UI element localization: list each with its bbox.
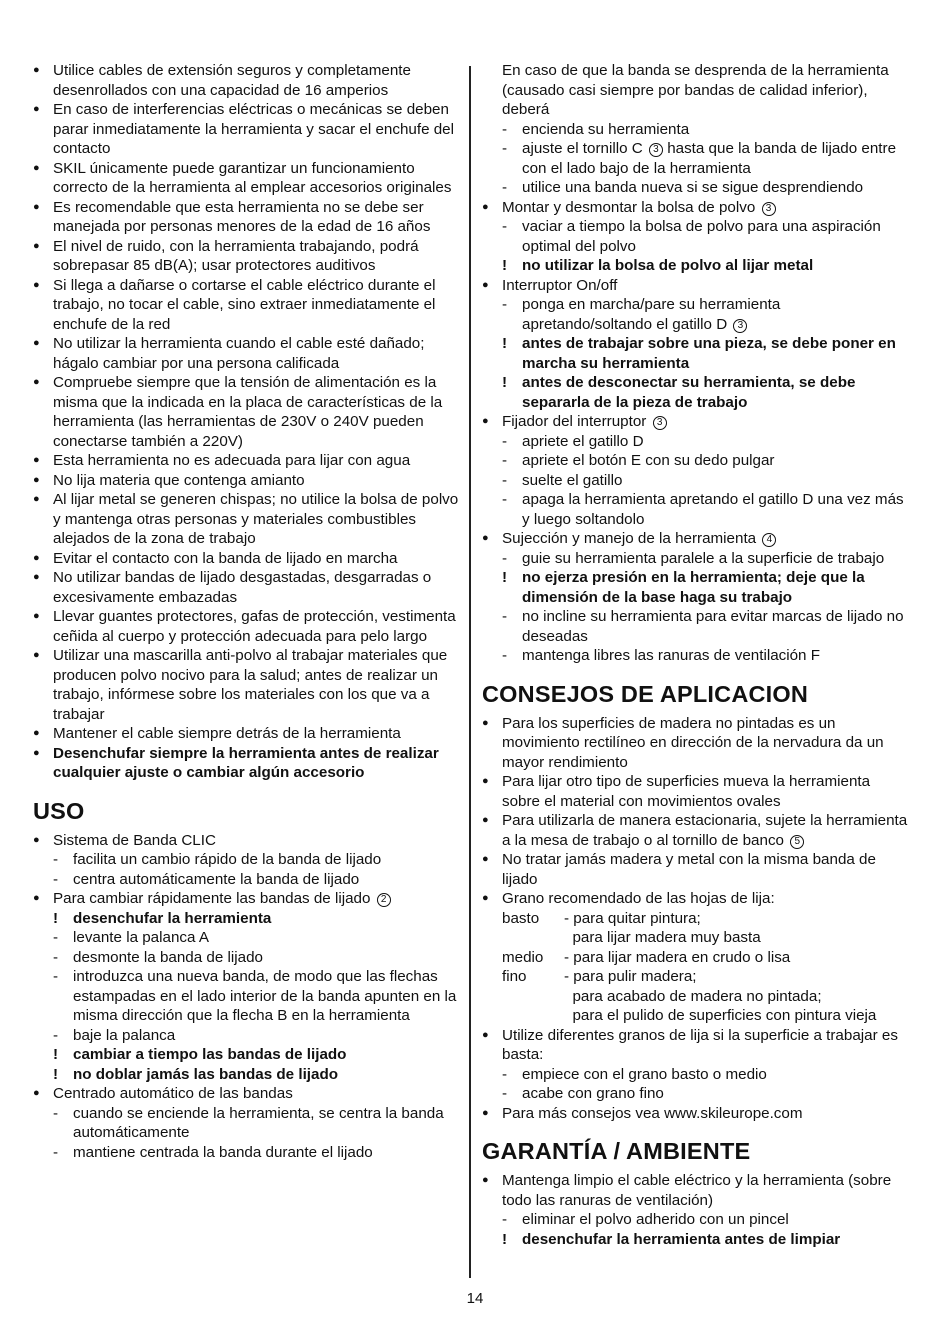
item-text: Sistema de Banda CLIC [53,831,216,849]
bullet-item [33,471,460,491]
item-text: Llevar guantes protectores, gafas de protección, vestimenta ceñida al cuerpo y protección adecuada para pelo largo [53,608,456,645]
dash-item [482,607,912,646]
bullet-icon [33,744,53,764]
bullet-icon [482,889,502,909]
bullet-item [33,334,460,373]
bullet-icon [482,1104,502,1124]
bullet-item [33,889,460,909]
bullet-item [33,568,460,607]
column-divider [469,66,471,1278]
dash-item [33,967,460,1026]
bullet-item [33,100,460,159]
dash-item [33,870,460,890]
page-number: 14 [466,1290,484,1307]
bullet-icon [33,889,53,909]
grano-description: para acabado de madera no pintada; [564,987,822,1005]
item-text: apaga la herramienta apretando el gatillo D una vez más y luego soltandolo [522,491,904,528]
grano-term [502,1006,564,1026]
item-text: Para más consejos vea www.skileurope.com [502,1104,803,1122]
item-text-wrap [73,948,460,968]
dash-marker: - [502,140,508,157]
dash-marker: - [502,1211,508,1228]
item-text: no ejerza presión en la herramienta; deje que la dimensión de la base haga su trabajo [522,569,865,606]
bullet-icon [33,471,53,491]
bullet-icon [482,1026,502,1046]
item-text-wrap [522,646,912,666]
grano-table [502,909,912,1026]
dash-marker: - [502,296,508,313]
bullet-icon [33,159,53,179]
warning-icon: ! [53,1046,59,1063]
dash-item [482,1210,912,1230]
bullet-icon [482,850,502,870]
item-text: antes de trabajar sobre una pieza, se debe poner en marcha su herramienta [522,335,896,372]
dash-item [482,1065,912,1085]
item-text: guie su herramienta paralele a la superficie de trabajo [522,549,885,567]
bullet-item [482,850,912,889]
item-text: facilita un cambio rápido de la banda de lijado [73,851,382,868]
item-text: mantenga libres las ranuras de ventilación F [522,647,821,664]
bullet-icon [482,811,502,831]
dash-marker: - [502,471,508,489]
bullet-item [33,607,460,646]
dash-marker: - [502,491,508,508]
item-text: Para utilizarla de manera estacionaria, sujete la herramienta a la mesa de trabajo o al tornillo de banco [502,812,908,849]
safety-list [33,61,460,783]
item-text: Utilize diferentes granos de lija si la superficie a trabajar es basta: [502,1026,898,1063]
item-text-wrap [73,870,460,890]
warning-item [33,909,460,929]
item-text: no utilizar la bolsa de polvo al lijar metal [522,257,814,274]
item-text-wrap [522,120,912,140]
bullet-item [33,724,460,744]
item-text-wrap [522,295,912,334]
dash-marker: - [502,218,508,235]
bullet-icon [482,772,502,792]
item-text-wrap [522,490,912,529]
dash-item [482,646,912,666]
bullet-icon [33,490,53,510]
item-text: En caso de que la banda se desprenda de la herramienta (causado casi siempre por bandas de calidad inferior), deberá [502,62,889,118]
bullet-item [33,646,460,724]
dash-marker: - [53,851,59,868]
item-text-wrap [53,471,460,491]
item-text-wrap [522,432,912,452]
bullet-item [482,412,912,432]
bullet-item [482,1026,912,1065]
warning-item [33,1065,460,1085]
bullet-icon [482,1171,502,1191]
bullet-item [482,811,912,850]
dash-marker: - [53,929,59,946]
grano-term [502,928,564,948]
item-text-after: hasta que la banda de lijado entre con el lado bajo de la herramienta [522,140,897,177]
dash-item [482,139,912,178]
dash-item [482,1084,912,1104]
item-text: Es recomendable que esta herramienta no se debe ser manejada por personas menores de la edad de 16 años [53,198,431,235]
bullet-item [33,237,460,276]
bullet-item [33,276,460,335]
item-text: Al lijar metal se generen chispas; no utilice la bolsa de polvo y mantenga otras personas y materiales combustibles alejados de la zona de trabajo [53,491,459,547]
item-text: eliminar el polvo adherido con un pincel [522,1211,789,1228]
warning-item [482,334,912,373]
dash-item [482,451,912,471]
bullet-item [33,373,460,451]
item-text-wrap [522,607,912,646]
dash-marker: - [502,1065,508,1083]
item-text: cuando se enciende la herramienta, se centra la banda automáticamente [73,1104,444,1141]
bullet-item [33,549,460,569]
item-text-wrap [53,831,460,851]
bullet-icon [482,529,502,549]
item-text-wrap [53,889,460,909]
garantia-list [482,1171,912,1249]
item-text: apriete el gatillo D [522,432,644,450]
warning-icon: ! [53,1065,59,1083]
dash-marker: - [502,647,508,664]
bullet-icon [33,724,53,744]
dash-item [33,948,460,968]
item-text: no incline su herramienta para evitar marcas de lijado no deseadas [522,608,904,645]
figure-ref-badge: 5 [790,835,804,849]
grano-term [502,987,564,1007]
warning-icon: ! [502,1230,508,1248]
item-text: Centrado automático de las bandas [53,1085,293,1102]
bullet-icon [33,198,53,218]
dash-marker: - [502,549,508,567]
warning-icon: ! [502,374,508,391]
item-text: Mantener el cable siempre detrás de la herramienta [53,725,401,742]
item-text-wrap [53,61,460,100]
item-text-wrap [73,1104,460,1143]
bullet-icon [33,276,53,296]
grano-term: basto [502,909,540,927]
dash-item [482,217,912,256]
item-text: baje la palanca [73,1026,176,1044]
warning-item [482,373,912,412]
item-text: No lija materia que contenga amianto [53,471,305,489]
item-text: desmonte la banda de lijado [73,948,263,966]
item-text: Esta herramienta no es adecuada para lijar con agua [53,452,411,469]
item-text: utilice una banda nueva si se sigue desprendiendo [522,179,864,196]
bullet-icon [33,646,53,666]
bullet-icon [33,237,53,257]
dash-item [482,295,912,334]
bullet-icon [33,334,53,354]
grano-term: fino [502,968,527,985]
dash-marker: - [502,432,508,450]
bullet-item [33,831,460,851]
item-text-wrap [502,811,912,850]
item-text: Para cambiar rápidamente las bandas de lijado [53,890,371,907]
item-text-wrap [53,198,460,237]
dash-marker: - [502,1085,508,1102]
dash-item [482,490,912,529]
bullet-icon [482,714,502,734]
bullet-item [33,198,460,237]
item-text-wrap [53,373,460,451]
item-text-wrap [53,607,460,646]
item-text: Desenchufar siempre la herramienta antes de realizar cualquier ajuste o cambiar algún accesorio [53,744,439,781]
bullet-item [482,276,912,296]
bullet-item [482,1171,912,1210]
item-text-wrap [522,217,912,256]
dash-marker: - [502,179,508,196]
item-text: apriete el botón E con su dedo pulgar [522,452,775,469]
item-text-wrap [53,549,460,569]
bullet-item [33,451,460,471]
dash-item [482,549,912,569]
paragraph [482,61,912,120]
item-text: introduzca una nueva banda, de modo que las flechas estampadas en el lado interior de la banda apunten en la misma dirección que la flecha B en la herramienta [73,968,457,1024]
item-text: antes de desconectar su herramienta, se debe separarla de la pieza de trabajo [522,374,856,411]
item-text: Compruebe siempre que la tensión de alimentación es la misma que la indicada en la placa de características de la herramienta (las herramientas de 230V o 240V pueden conectarse también a 220V) [53,374,443,450]
item-text-wrap [522,373,912,412]
uso-list [33,831,460,1163]
item-text-wrap [522,568,912,607]
item-text-wrap [502,714,912,773]
bullet-item [33,1084,460,1104]
warning-icon: ! [502,569,508,586]
dash-marker: - [53,968,59,985]
dash-item [482,120,912,140]
item-text-wrap [522,451,912,471]
item-text: cambiar a tiempo las bandas de lijado [73,1046,347,1063]
item-text: levante la palanca A [73,929,209,946]
warning-item [482,568,912,607]
bullet-icon [33,61,53,81]
bullet-item [33,61,460,100]
grano-term: medio [502,948,544,966]
item-text: Para lijar otro tipo de superficies mueva la herramienta sobre el material con movimientos ovales [502,773,871,810]
item-text: suelte el gatillo [522,471,623,489]
right-column [482,61,912,1249]
section-heading-consejos: CONSEJOS DE APLICACION [482,680,809,707]
bullet-icon [482,198,502,218]
item-text-wrap [502,850,912,889]
grano-description: para el pulido de superficies con pintura vieja [564,1007,877,1024]
section-heading-uso: USO [33,797,85,824]
item-text: El nivel de ruido, con la herramienta trabajando, podrá sobrepasar 85 dB(A); usar protectores auditivos [53,237,419,274]
item-text: empiece con el grano basto o medio [522,1065,767,1083]
item-text-wrap [53,100,460,159]
figure-ref-badge: 3 [649,143,663,157]
dash-item [33,850,460,870]
section-heading-garantia: GARANTÍA / AMBIENTE [482,1138,751,1164]
figure-ref-badge: 4 [762,533,776,547]
bullet-item [33,490,460,549]
item-text-wrap [73,1026,460,1046]
item-text-wrap [502,529,912,549]
bullet-item [482,529,912,549]
item-text: vaciar a tiempo la bolsa de polvo para una aspiración optimal del polvo [522,218,881,255]
item-text-wrap [522,139,912,178]
grano-description: - para quitar pintura; [564,909,701,927]
item-text: Evitar el contacto con la banda de lijado en marcha [53,549,398,567]
bullet-item [482,1104,912,1124]
figure-ref-badge: 2 [377,893,391,907]
bullet-icon [33,831,53,851]
warning-icon: ! [502,257,508,274]
figure-ref-badge: 3 [653,416,667,430]
item-text-wrap [53,334,460,373]
item-text: Fijador del interruptor [502,413,647,430]
item-text: Utilizar una mascarilla anti-polvo al trabajar materiales que producen polvo nocivo para la salud; antes de realizar un trabajo, infórmese sobre los materiales con los que va a trabajar [53,647,448,723]
item-text-wrap [522,256,912,276]
grano-description: - para pulir madera; [564,968,697,985]
item-text-wrap [522,1065,912,1085]
item-text: encienda su herramienta [522,120,690,138]
bullet-item [33,744,460,783]
item-text: Grano recomendado de las hojas de lija: [502,890,775,907]
bullet-icon [33,607,53,627]
warning-icon: ! [53,909,59,927]
dash-marker: - [53,948,59,966]
dash-item [33,928,460,948]
bullet-icon [33,100,53,120]
item-text: Para los superficies de madera no pintadas es un movimiento rectilíneo en dirección de la nervadura da un mayor rendimiento [502,714,884,771]
item-text-wrap [522,1084,912,1104]
item-text-wrap [522,334,912,373]
bullet-icon [482,412,502,432]
item-text-wrap [53,1084,460,1104]
dash-marker: - [502,120,508,138]
item-text-wrap [502,889,912,909]
bullet-item [33,159,460,198]
item-text: Interruptor On/off [502,276,618,294]
bullet-item [482,198,912,218]
dash-marker: - [53,1026,59,1044]
item-text-wrap [522,1230,912,1250]
item-text: desenchufar la herramienta [73,909,272,927]
dash-marker: - [502,452,508,469]
warning-item [482,1230,912,1250]
bullet-item [482,889,912,909]
bullet-item [482,714,912,773]
uso-continued-list [482,61,912,666]
warning-item [33,1045,460,1065]
warning-item [482,256,912,276]
item-text: mantiene centrada la banda durante el lijado [73,1143,373,1161]
dash-marker: - [502,608,508,625]
item-text-wrap [73,1045,460,1065]
item-text-wrap [53,276,460,335]
item-text: Sujección y manejo de la herramienta [502,530,757,547]
dash-item [33,1026,460,1046]
grano-description: para lijar madera muy basta [564,929,761,946]
item-text-wrap [502,1171,912,1210]
item-text-wrap [522,1210,912,1230]
item-text-wrap [73,909,460,929]
figure-ref-badge: 3 [733,319,747,333]
item-text: No utilizar la herramienta cuando el cable esté dañado; hágalo cambiar por una persona calificada [53,335,425,372]
item-text: centra automáticamente la banda de lijado [73,870,360,888]
item-text-wrap [53,646,460,724]
item-text-wrap [53,744,460,783]
dash-item [33,1143,460,1163]
item-text-wrap [522,178,912,198]
item-text-wrap [53,568,460,607]
item-text: En caso de interferencias eléctricas o mecánicas se deben parar inmediatamente la herramienta y sacar el enchufe del contacto [53,101,455,157]
item-text: Mantenga limpio el cable eléctrico y la herramienta (sobre todo las ranuras de ventilación) [502,1172,892,1209]
item-text-wrap [502,1104,912,1124]
item-text-wrap [53,237,460,276]
item-text: No utilizar bandas de lijado desgastadas, desgarradas o excesivamente embazadas [53,569,432,606]
item-text: ajuste el tornillo C [522,140,643,157]
item-text-wrap [53,159,460,198]
item-text: Montar y desmontar la bolsa de polvo [502,198,756,216]
bullet-icon [482,276,502,296]
item-text-wrap [502,61,912,120]
item-text-wrap [53,724,460,744]
item-text: ponga en marcha/pare su herramienta apretando/soltando el gatillo D [522,296,781,333]
dash-item [482,471,912,491]
item-text: Utilice cables de extensión seguros y completamente desenrollados con una capacidad de 16 amperios [53,62,411,99]
item-text-wrap [73,967,460,1026]
left-column [33,61,460,1162]
dash-item [482,432,912,452]
item-text-wrap [502,1026,912,1065]
item-text: no doblar jamás las bandas de lijado [73,1065,339,1083]
item-text-wrap [522,471,912,491]
bullet-item [482,772,912,811]
grano-description: - para lijar madera en crudo o lisa [564,948,791,966]
bullet-icon [33,1084,53,1104]
dash-marker: - [53,1104,59,1122]
item-text-wrap [73,1143,460,1163]
item-text-wrap [502,276,912,296]
item-text-wrap [73,928,460,948]
item-text: SKIL únicamente puede garantizar un funcionamiento correcto de la herramienta al emplear accesorios originales [53,159,452,196]
item-text-wrap [73,1065,460,1085]
dash-marker: - [53,1143,59,1161]
bullet-icon [33,549,53,569]
dash-item [482,178,912,198]
figure-ref-badge: 3 [762,202,776,216]
item-text-wrap [53,451,460,471]
warning-icon: ! [502,335,508,352]
item-text-wrap [502,772,912,811]
item-text: acabe con grano fino [522,1085,664,1102]
item-text-wrap [502,198,912,218]
item-text-wrap [73,850,460,870]
bullet-icon [33,373,53,393]
dash-item [33,1104,460,1143]
item-text-wrap [53,490,460,549]
item-text-wrap [502,412,912,432]
consejos-list-2 [482,1026,912,1124]
bullet-icon [33,568,53,588]
item-text-wrap [522,549,912,569]
consejos-list [482,714,912,909]
item-text: desenchufar la herramienta antes de limpiar [522,1230,841,1248]
bullet-icon [33,451,53,471]
dash-marker: - [53,870,59,888]
item-text: No tratar jamás madera y metal con la misma banda de lijado [502,851,876,888]
item-text: Si llega a dañarse o cortarse el cable eléctrico durante el trabajo, no tocar el cable, sino extraer inmediatamente el enchufe de la red [53,276,436,333]
